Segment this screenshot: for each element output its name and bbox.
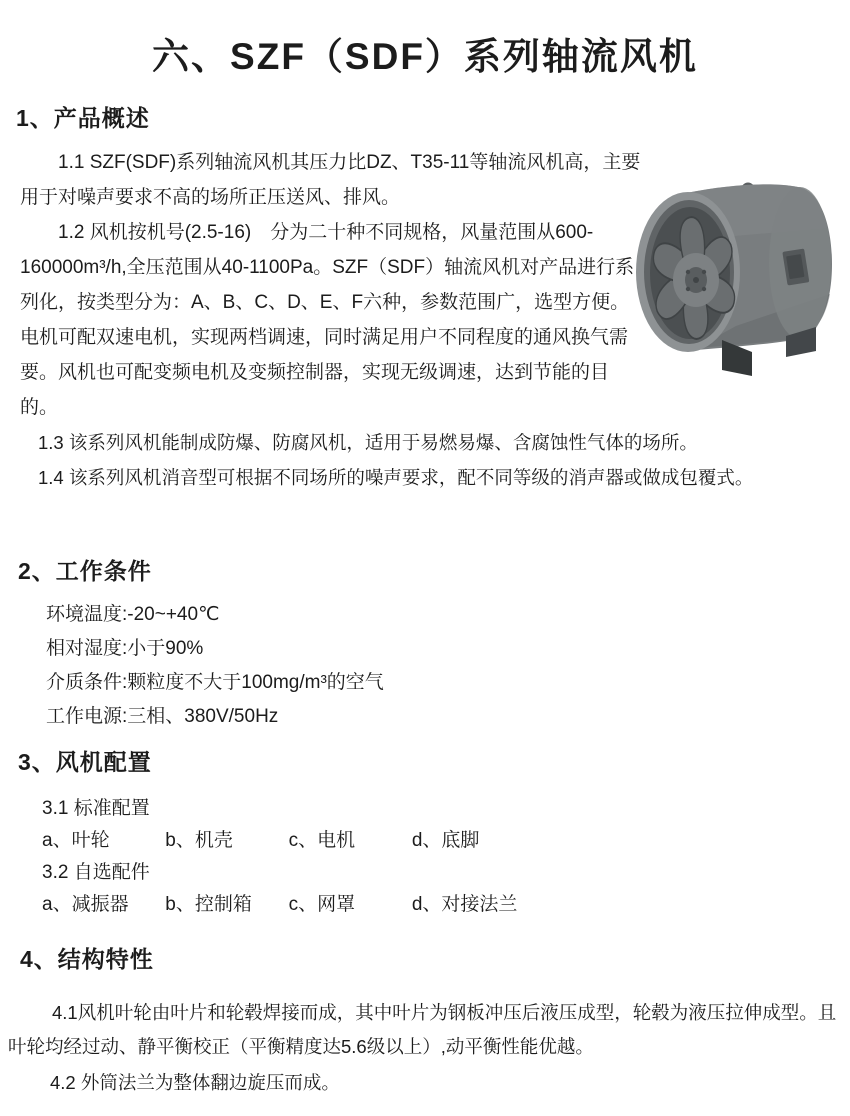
configuration-block bbox=[42, 793, 850, 921]
paragraph-1-4: 1.4 该系列风机消音型可根据不同场所的噪声要求，配不同等级的消声器或做成包覆式。 bbox=[38, 467, 754, 488]
paragraph-1-2: 1.2 风机按机号(2.5-16) 分为二十种不同规格，风量范围从600-160000m³/h,全压范围从40-1100Pa。SZF（SDF）轴流风机对产品进行系列化，按类型分为：A、B、C、D、E、F六种，参数范围广，选型方便。电机可配双速电机，实现两档调速，同时满足用户不同程度的通风换气需要。风机也可配变频电机及变频控制器，实现无级调速，达到节能的目的。 bbox=[20, 222, 635, 418]
standard-item-casing: b、机壳 bbox=[165, 830, 233, 851]
standard-config-heading: 3.1 标准配置 bbox=[42, 798, 150, 819]
section-heading-overview: 1、产品概述 bbox=[16, 105, 150, 131]
condition-relative-humidity: 相对湿度:小于90% bbox=[46, 638, 204, 659]
section-heading-conditions: 2、工作条件 bbox=[18, 558, 152, 584]
standard-item-base-feet: d、底脚 bbox=[411, 830, 480, 851]
section-structure bbox=[0, 941, 850, 1100]
optional-item-damper: a、减振器 bbox=[42, 894, 129, 915]
axial-fan-illustration bbox=[636, 176, 850, 381]
fan-product-photo bbox=[636, 176, 850, 381]
paragraph-1-3: 1.3 该系列风机能制成防爆、防腐风机，适用于易燃易爆、含腐蚀性气体的场所。 bbox=[38, 432, 698, 453]
section-heading-structure: 4、结构特性 bbox=[20, 946, 154, 972]
page-title: 六、SZF（SDF）系列轴流风机 bbox=[152, 36, 698, 77]
optional-item-control-box: b、控制箱 bbox=[165, 894, 252, 915]
paragraph-4-2: 4.2 外筒法兰为整体翻边旋压而成。 bbox=[50, 1072, 340, 1093]
standard-config-items bbox=[42, 825, 850, 857]
standard-item-motor: c、电机 bbox=[288, 830, 356, 851]
section-configuration bbox=[0, 744, 850, 921]
section-heading-configuration: 3、风机配置 bbox=[18, 749, 152, 775]
conditions-list bbox=[46, 598, 850, 734]
optional-item-mesh-guard: c、网罩 bbox=[288, 894, 356, 915]
condition-ambient-temperature: 环境温度:-20~+40℃ bbox=[46, 604, 220, 625]
paragraph-4-1: 4.1风机叶轮由叶片和轮毂焊接而成，其中叶片为钢板冲压后液压成型，轮毂为液压拉伸成型。且叶轮均经过动、静平衡校正（平衡精度达5.6级以上）,动平衡性能优越。 bbox=[8, 1002, 837, 1057]
condition-power-supply: 工作电源:三相、380V/50Hz bbox=[46, 706, 279, 727]
overview-text-column bbox=[20, 145, 644, 425]
paragraph-1-1: 1.1 SZF(SDF)系列轴流风机其压力比DZ、T35-11等轴流风机高，主要用于对噪声要求不高的场所正压送风、排风。 bbox=[20, 152, 641, 208]
condition-medium: 介质条件:颗粒度不大于100mg/m³的空气 bbox=[46, 672, 384, 693]
section-conditions bbox=[0, 553, 850, 734]
optional-config-heading: 3.2 自选配件 bbox=[42, 862, 150, 883]
document-page bbox=[0, 26, 850, 1100]
standard-item-impeller: a、叶轮 bbox=[42, 830, 110, 851]
impeller bbox=[636, 192, 740, 352]
optional-config-items bbox=[42, 889, 850, 921]
optional-item-flange: d、对接法兰 bbox=[411, 894, 518, 915]
